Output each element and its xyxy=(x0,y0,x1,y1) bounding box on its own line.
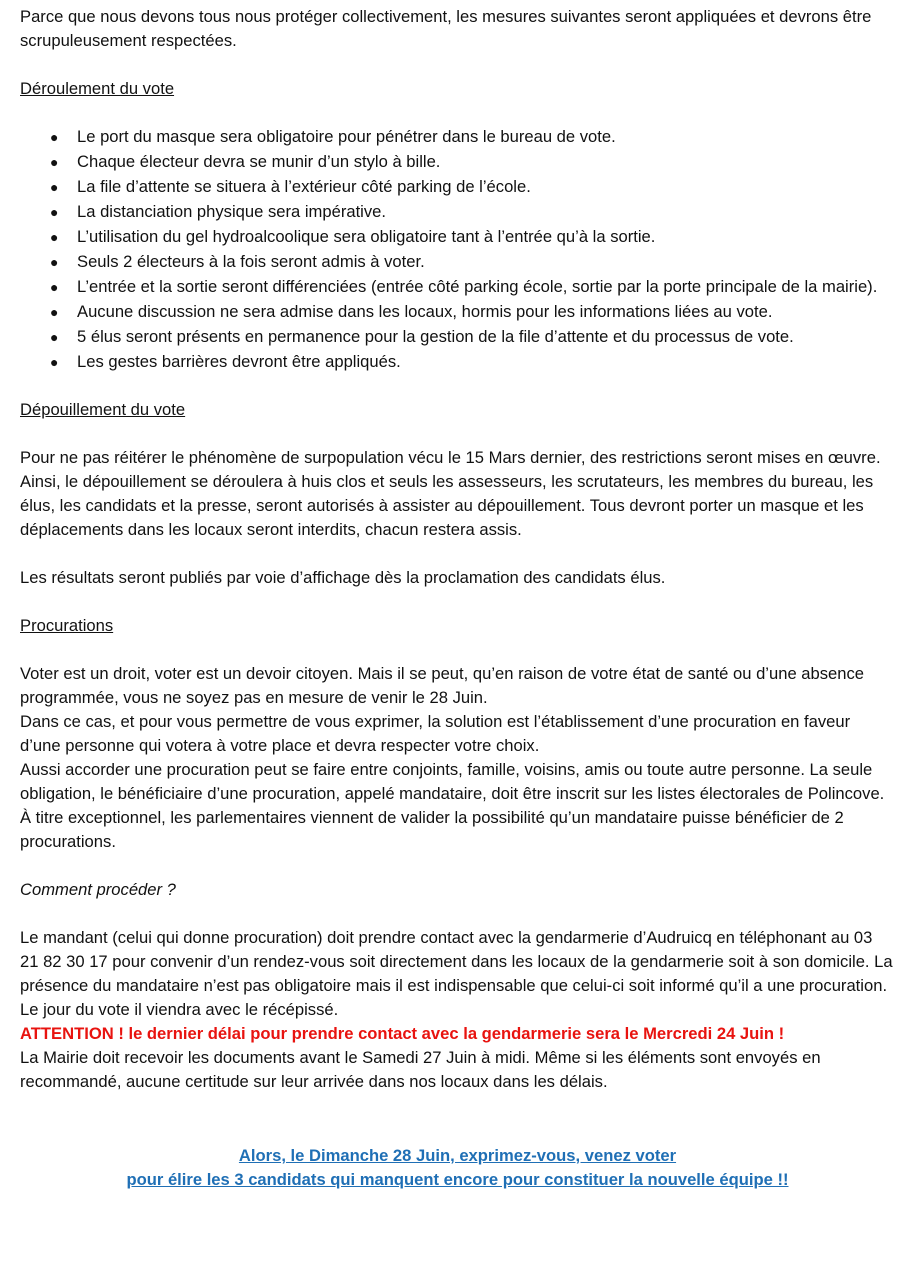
bullet-icon: ● xyxy=(50,254,59,270)
list-item-text: Aucune discussion ne sera admise dans les locaux, hormis pour les informations liées au vote. xyxy=(77,302,773,321)
bullet-icon: ● xyxy=(50,204,59,220)
depouillement-paragraph: Pour ne pas réitérer le phénomène de surpopulation vécu le 15 Mars dernier, des restrictions seront mises en œuvre. Ainsi, le dépouillement se déroulera à huis clos et seuls les assesseurs, les scrutateurs, les membres du bureau, les élus, les candidats et la presse, seront autorisés à assister au dépouillement. Tous devront porter un masque et les déplacements dans les locaux seront interdits, chacun restera assis. xyxy=(20,448,881,539)
list-item xyxy=(50,175,895,199)
list-item xyxy=(50,250,895,274)
intro-paragraph: Parce que nous devons tous nous protéger collectivement, les mesures suivantes seront appliquées et devrons être scrupuleusement respectées. xyxy=(20,7,872,50)
closing-line-1: Alors, le Dimanche 28 Juin, exprimez-vous, venez voter xyxy=(238,1146,677,1165)
section-heading-comment-proceder: Comment procéder ? xyxy=(20,880,176,899)
bullet-icon: ● xyxy=(50,179,59,195)
attention-notice: ATTENTION ! le dernier délai pour prendre contact avec la gendarmerie sera le Mercredi 24 Juin ! xyxy=(20,1024,785,1043)
section-heading-procurations: Procurations xyxy=(20,616,114,635)
closing-line-2: pour élire les 3 candidats qui manquent encore pour constituer la nouvelle équipe !! xyxy=(126,1170,789,1189)
bullet-icon: ● xyxy=(50,329,59,345)
list-item xyxy=(50,150,895,174)
mairie-deadline-paragraph: La Mairie doit recevoir les documents avant le Samedi 27 Juin à midi. Même si les éléments sont envoyés en recommandé, aucune certitude sur leur arrivée dans nos locaux dans les délais. xyxy=(20,1048,821,1091)
procurations-paragraph-4: À titre exceptionnel, les parlementaires viennent de valider la possibilité qu’un mandataire puisse bénéficier de 2 procurations. xyxy=(20,808,844,851)
list-item-text: La distanciation physique sera impérative. xyxy=(77,202,387,221)
list-item-text: 5 élus seront présents en permanence pour la gestion de la file d’attente et du processus de vote. xyxy=(77,327,794,346)
bullet-icon: ● xyxy=(50,279,59,295)
voting-rules-list xyxy=(20,125,895,374)
list-item-text: L’entrée et la sortie seront différenciées (entrée côté parking école, sortie par la porte principale de la mairie). xyxy=(77,277,878,296)
list-item-text: L’utilisation du gel hydroalcoolique sera obligatoire tant à l’entrée qu’à la sortie. xyxy=(77,227,656,246)
list-item xyxy=(50,325,895,349)
list-item xyxy=(50,125,895,149)
list-item-text: Les gestes barrières devront être appliqués. xyxy=(77,352,401,371)
list-item xyxy=(50,350,895,374)
list-item-text: Seuls 2 électeurs à la fois seront admis à voter. xyxy=(77,252,425,271)
list-item xyxy=(50,225,895,249)
bullet-icon: ● xyxy=(50,229,59,245)
section-heading-deroulement: Déroulement du vote xyxy=(20,79,175,98)
section-heading-depouillement: Dépouillement du vote xyxy=(20,400,186,419)
bullet-icon: ● xyxy=(50,304,59,320)
bullet-icon: ● xyxy=(50,154,59,170)
procurations-paragraph-3: Aussi accorder une procuration peut se faire entre conjoints, famille, voisins, amis ou toute autre personne. La seule obligation, le bénéficiaire d’une procuration, appelé mandataire, doit être inscrit sur les listes électorales de Polincove. xyxy=(20,760,885,803)
list-item-text: Le port du masque sera obligatoire pour pénétrer dans le bureau de vote. xyxy=(77,127,616,146)
closing-call-to-action xyxy=(20,1144,895,1192)
bullet-icon: ● xyxy=(50,354,59,370)
procedure-paragraph: Le mandant (celui qui donne procuration) doit prendre contact avec la gendarmerie d’Audruicq en téléphonant au 03 21 82 30 17 pour convenir d’un rendez-vous soit directement dans les locaux de la gendarmerie soit à son domicile. La présence du mandataire n’est pas obligatoire mais il est indispensable que celui-ci soit informé qu’il a une procuration. Le jour du vote il viendra avec le récépissé. xyxy=(20,928,893,1019)
results-paragraph: Les résultats seront publiés par voie d’affichage dès la proclamation des candidats élus. xyxy=(20,568,666,587)
procurations-paragraph-1: Voter est un droit, voter est un devoir citoyen. Mais il se peut, qu’en raison de votre état de santé ou d’une absence programmée, vous ne soyez pas en mesure de venir le 28 Juin. xyxy=(20,664,865,707)
list-item xyxy=(50,200,895,224)
list-item-text: Chaque électeur devra se munir d’un stylo à bille. xyxy=(77,152,441,171)
list-item xyxy=(50,300,895,324)
procurations-paragraph-2: Dans ce cas, et pour vous permettre de vous exprimer, la solution est l’établissement d’une procuration en faveur d’une personne qui votera à votre place et devra respecter votre choix. xyxy=(20,712,851,755)
list-item xyxy=(50,275,895,299)
list-item-text: La file d’attente se situera à l’extérieur côté parking de l’école. xyxy=(77,177,531,196)
bullet-icon: ● xyxy=(50,129,59,145)
